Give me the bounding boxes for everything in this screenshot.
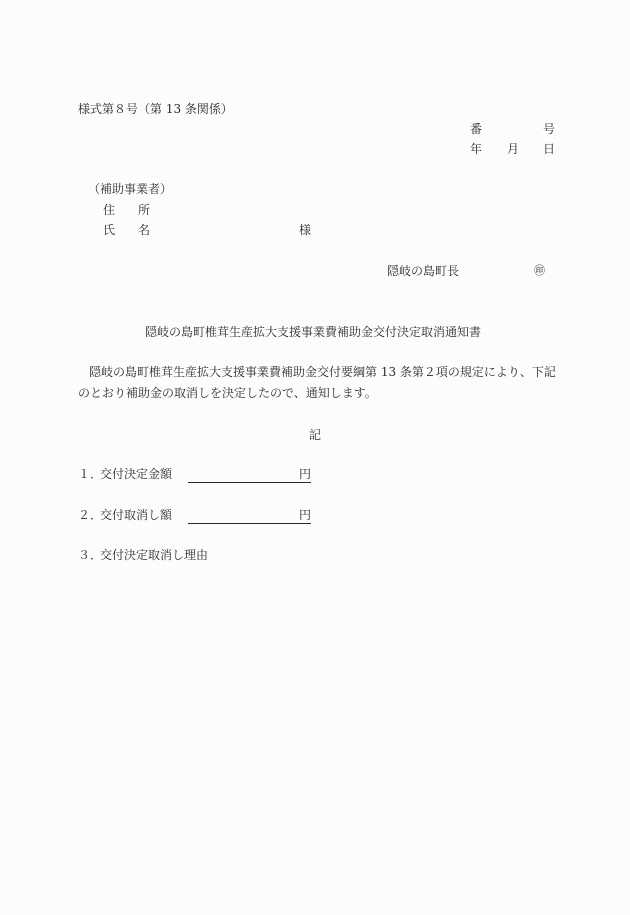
body-text-line-2: のとおり補助金の取消しを決定したので、通知します。 (78, 386, 377, 400)
date-month: 月 (507, 142, 520, 156)
yen-unit: 円 (298, 467, 311, 481)
date-day: 日 (543, 142, 556, 156)
item-label: 交付決定金額 (100, 467, 173, 481)
name-label-1: 氏 (103, 223, 116, 237)
issuer-name: 隠岐の島町長 (387, 264, 460, 278)
item-cancel-amount (78, 507, 172, 523)
ref-number-label: 番 (470, 122, 483, 136)
ki-heading: 記 (309, 428, 322, 442)
ref-number-suffix: 号 (543, 122, 556, 136)
honorific: 様 (299, 223, 312, 237)
address-label-1: 住 (103, 203, 116, 217)
form-number: 様式第８号（第 13 条関係） (78, 102, 233, 116)
seal-icon: ㊞ (534, 264, 545, 277)
body-text-line-1: 隠岐の島町椎茸生産拡大支援事業費補助金交付要綱第 13 条第２項の規定により、下記 (89, 365, 556, 379)
document-title: 隠岐の島町椎茸生産拡大支援事業費補助金交付決定取消通知書 (145, 325, 482, 339)
item-label: 交付取消し額 (100, 508, 173, 522)
item-grant-amount (78, 466, 172, 482)
address-label-2: 所 (138, 203, 151, 217)
item-label: 交付決定取消し理由 (100, 548, 209, 562)
item-cancel-reason (78, 547, 208, 563)
recipient-label: （補助事業者） (88, 182, 173, 196)
item-number: ２． (78, 508, 103, 522)
name-label-2: 名 (138, 223, 151, 237)
cancel-amount-field[interactable] (188, 507, 311, 524)
grant-amount-field[interactable] (188, 466, 311, 483)
item-number: １． (78, 467, 103, 481)
item-number: ３． (78, 548, 103, 562)
date-year: 年 (470, 142, 483, 156)
yen-unit: 円 (298, 508, 311, 522)
